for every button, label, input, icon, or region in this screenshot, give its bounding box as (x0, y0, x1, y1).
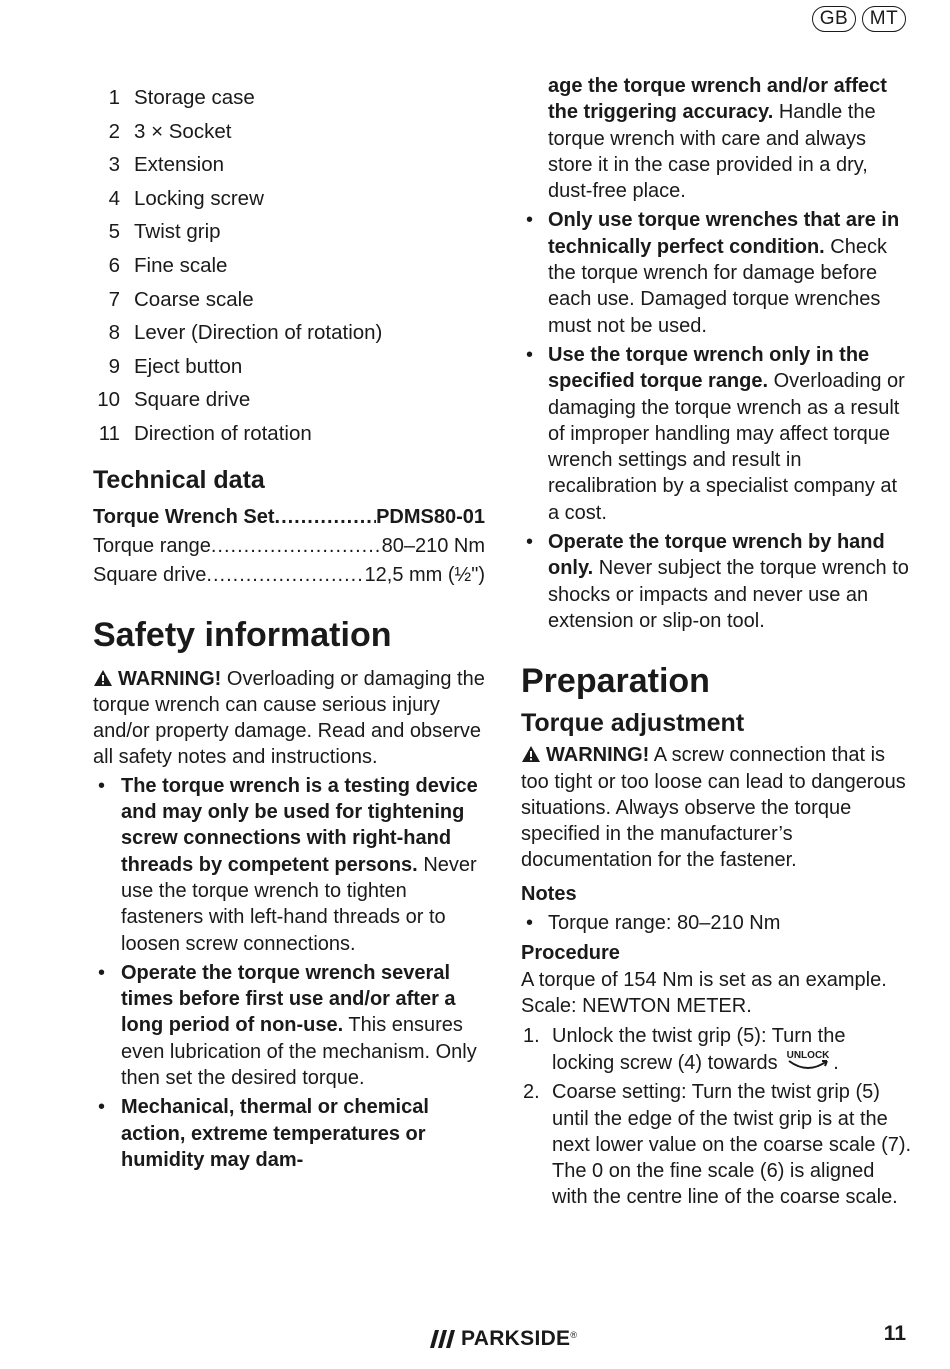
notes-list (521, 910, 913, 936)
safety-bullets (93, 773, 485, 1173)
list-item: 1. Unlock the twist grip (5): Turn the locking screw (4) towards UNLOCK . (523, 1024, 846, 1074)
brand-name: PARKSIDE (461, 1327, 571, 1350)
procedure-steps (521, 1023, 913, 1211)
language-badge-gb: GB (812, 6, 856, 32)
list-item: • Only use torque wrenches that are in technically perfect condition. Check the torque wrench for damage before each use. Damaged torque wrenches must not be used. (521, 207, 913, 338)
safety-heading: Safety information (93, 615, 392, 654)
spec-product: Torque Wrench Set ..... PDMS80-01 (93, 503, 485, 532)
brand-stripes-icon (430, 1330, 456, 1348)
language-badge-mt: MT (862, 6, 906, 32)
list-item: 6 Fine scale (108, 253, 228, 277)
list-item: 11 Direction of rotation (98, 421, 312, 445)
warning-icon (521, 745, 541, 763)
list-item: 2. Coarse setting: Turn the twist grip (5) until the edge of the twist grip is at the next lower value on the coarse scale (7). The 0 on the fine scale (6) is aligned with the centre line of the coarse scale. (523, 1081, 912, 1209)
procedure-intro: A torque of 154 Nm is set as an example. (521, 969, 887, 992)
unlock-direction-icon (783, 1049, 833, 1073)
list-item: 10 Square drive (97, 388, 251, 412)
technical-data-heading: Technical data (93, 465, 265, 494)
list-item: 4 Locking screw (108, 186, 264, 210)
spec-square-drive: Square drive ..... 12,5 mm (½") (93, 561, 485, 590)
safety-warning: WARNING! Overloading or damaging the torque wrench can cause serious injury and/or property damage. Read and observe all safety notes and instructions. (93, 667, 485, 769)
procedure-scale: Scale: NEWTON METER. (521, 995, 752, 1018)
notes-heading: Notes (521, 882, 577, 905)
list-item: 1 Storage case (108, 86, 255, 109)
list-item: • Use the torque wrench only in the specified torque range. Overloading or damaging the torque wrench as a result of improper handling may affect torque wrench settings and result in recalibration by a specialist company at a cost. (521, 342, 913, 526)
list-item: • The torque wrench is a testing device and may only be used for tightening screw connections with right-hand threads by competent persons. Never use the torque wrench to tighten fasteners with left-hand threads or to loosen screw connections. (93, 773, 485, 957)
safety-continued: age the torque wrench and/or affect the triggering accuracy. Handle the torque wrench with care and always store it in the case provided in a dry, dust-free place. (548, 75, 887, 203)
list-item: • Torque range: 80–210 Nm (521, 910, 913, 936)
list-item: 7 Coarse scale (108, 287, 254, 311)
spec-torque-range: Torque range ..... 80–210 Nm (93, 532, 485, 561)
parkside-logo: PARKSIDE ® (430, 1327, 577, 1351)
right-column (521, 73, 913, 1214)
list-item: 3 Extension (108, 153, 225, 177)
list-item: • Operate the torque wrench several times before first use and/or after a long period of non-use. This ensures even lubrication of the mechanism. Only then set the desired torque. (93, 960, 485, 1091)
safety-bullets-right (521, 207, 913, 634)
preparation-warning: WARNING! A screw connection that is too tight or too loose can lead to dangerous situations. Always observe the torque specified in the manufacturer’s documentation for the fastener. (521, 744, 906, 872)
list-item: • Operate the torque wrench by hand only. Never subject the torque wrench to shocks or impacts and never use an extension or slip-on tool. (521, 529, 913, 634)
list-item: 2 3 × Socket (108, 119, 232, 143)
procedure-heading: Procedure (521, 942, 620, 965)
list-item: 9 Eject button (108, 354, 243, 378)
language-badges (812, 6, 906, 32)
list-item: • Mechanical, thermal or chemical action, extreme temperatures or humidity may dam- (93, 1094, 485, 1173)
warning-icon (93, 669, 113, 687)
preparation-heading: Preparation (521, 662, 710, 701)
page-number: 11 (883, 1322, 906, 1345)
list-item: 8 Lever (Direction of rotation) (108, 321, 383, 345)
left-column (93, 73, 485, 1176)
svg-text:UNLOCK: UNLOCK (786, 1049, 830, 1061)
parts-list (93, 81, 485, 451)
list-item: 5 Twist grip (108, 220, 221, 244)
torque-adjustment-heading: Torque adjustment (521, 709, 745, 738)
